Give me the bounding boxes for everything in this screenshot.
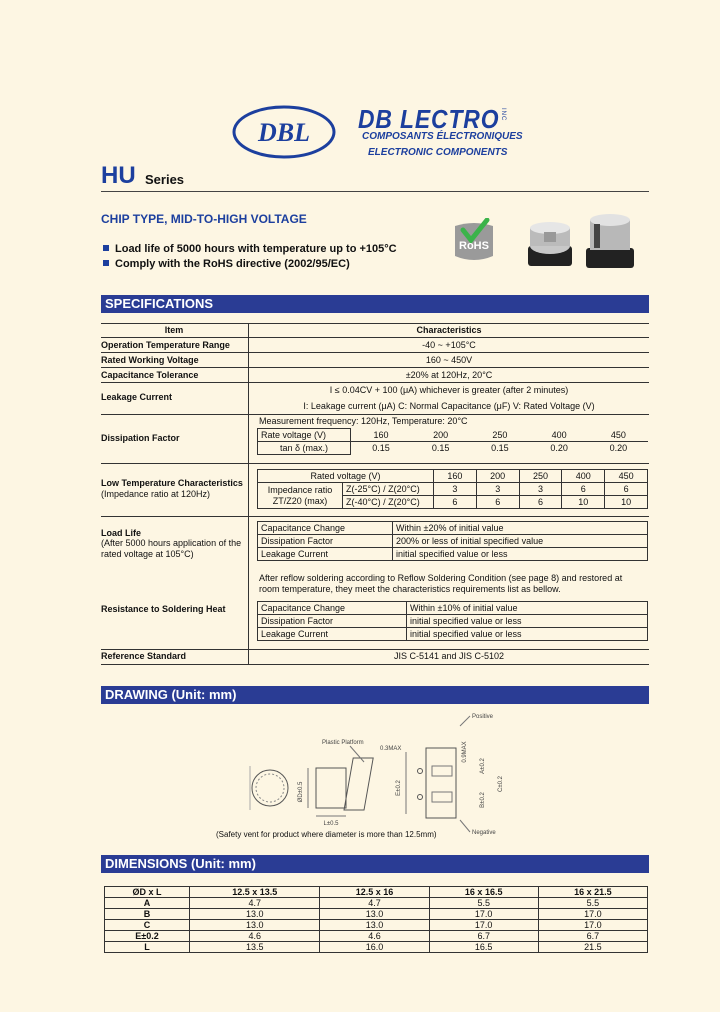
z40-cell: 6 — [434, 496, 477, 509]
drawing-caption: (Safety vent for product where diameter is more than 12.5mm) — [216, 830, 437, 839]
dissipation-note: Measurement frequency: 120Hz, Temperature: 20°C — [259, 416, 468, 426]
dim-f-label: B±0.2 — [480, 792, 486, 808]
leakage-label: Leakage Current — [101, 392, 173, 402]
rate-voltage-label: Rate voltage (V) — [258, 429, 351, 442]
low-temp-label: Low Temperature Characteristics — [101, 478, 243, 488]
specifications-heading: SPECIFICATIONS — [101, 295, 649, 313]
tan-cell: 0.15 — [411, 442, 470, 455]
soldering-label: Resistance to Soldering Heat — [101, 604, 226, 614]
row-label: C — [105, 920, 190, 931]
table-rule — [101, 463, 649, 464]
voltage-cell: 250 — [519, 470, 562, 483]
table-cell: 4.7 — [320, 898, 429, 909]
dim-a-label: 0.3MAX — [380, 746, 402, 752]
operation-temp-value: -40 ~ +105°C — [422, 340, 476, 350]
table-rule — [101, 382, 649, 383]
table-rule — [101, 337, 649, 338]
reference-label: Reference Standard — [101, 651, 187, 661]
soldering-note: After reflow soldering according to Reflow Soldering Condition (see page 8) and restored at room temperature, they meet the characteristics requirements list as bellow. — [259, 573, 623, 594]
tan-cell: 0.20 — [589, 442, 648, 455]
header-characteristics: Characteristics — [416, 325, 482, 335]
dim-g-label: C±0.2 — [498, 776, 504, 792]
load-life-label: Load Life — [101, 528, 141, 538]
tan-delta-label: tan δ (max.) — [258, 442, 351, 455]
feature-item — [103, 258, 350, 270]
table-row — [105, 931, 648, 942]
rohs-label: RoHS — [459, 240, 489, 252]
table-row — [105, 942, 648, 953]
table-rule — [101, 323, 649, 324]
load-life-value: initial specified value or less — [393, 548, 648, 561]
column-header: 12.5 x 16 — [320, 887, 429, 898]
table-cell: 16.0 — [320, 942, 429, 953]
table-cell: 4.6 — [320, 931, 429, 942]
soldering-value: Within ±10% of initial value — [407, 602, 648, 615]
header-divider — [101, 191, 649, 192]
negative-label: Negative — [472, 830, 496, 836]
soldering-value: initial specified value or less — [407, 615, 648, 628]
feature-item — [103, 243, 397, 255]
table-cell: 17.0 — [538, 909, 647, 920]
leakage-legend: I: Leakage current (μA) C: Normal Capacitance (μF) V: Rated Voltage (V) — [303, 401, 595, 411]
dim-e-label: E±0.2 — [396, 780, 402, 796]
column-header: 16 x 16.5 — [429, 887, 538, 898]
table-rule — [101, 414, 649, 415]
soldering-item: Leakage Current — [258, 628, 407, 641]
voltage-cell: 400 — [551, 429, 567, 440]
soldering-item: Dissipation Factor — [258, 615, 407, 628]
row-label: L — [105, 942, 190, 953]
table-rule — [101, 516, 649, 517]
table-cell: 6.7 — [429, 931, 538, 942]
dbl-logo — [232, 104, 336, 160]
table-cell: 13.0 — [190, 909, 320, 920]
table-cell: 4.7 — [190, 898, 320, 909]
table-cell: 16.5 — [429, 942, 538, 953]
load-life-value: Within ±20% of initial value — [393, 522, 648, 535]
table-cell: 6.7 — [538, 931, 647, 942]
load-life-item: Capacitance Change — [258, 522, 393, 535]
brand-suffix: INC — [500, 108, 506, 122]
z25-cell: 6 — [605, 483, 648, 496]
tan-cell: 0.20 — [529, 442, 588, 455]
header-item: Item — [164, 325, 184, 335]
z40-cell: 10 — [562, 496, 605, 509]
impedance-ratio-label: Impedance ratio ZT/Z20 (max) — [258, 483, 343, 509]
load-life-table — [257, 521, 648, 561]
voltage-cell: 160 — [373, 429, 389, 440]
drawing-heading: DRAWING (Unit: mm) — [101, 686, 649, 704]
z25-label: Z(-25°C) / Z(20°C) — [343, 483, 434, 496]
voltage-cell: 200 — [476, 470, 519, 483]
brand-tagline-en: ELECTRONIC COMPONENTS — [368, 147, 508, 158]
voltage-cell: 200 — [433, 429, 449, 440]
dissipation-label: Dissipation Factor — [101, 433, 180, 443]
rated-voltage-label: Rated voltage (V) — [258, 470, 434, 483]
table-rule — [101, 367, 649, 368]
table-cell: 17.0 — [538, 920, 647, 931]
page-subtitle: CHIP TYPE, MID-TO-HIGH VOLTAGE — [101, 212, 307, 226]
column-header: ØD x L — [105, 887, 190, 898]
positive-label: Positive — [472, 714, 494, 720]
table-cell: 13.0 — [320, 909, 429, 920]
operation-temp-label: Operation Temperature Range — [101, 340, 230, 350]
plastic-platform-label: Plastic Platform — [322, 740, 364, 746]
z40-label: Z(-40°C) / Z(20°C) — [343, 496, 434, 509]
dim-d-label: ØD±0.5 — [298, 781, 304, 803]
soldering-table — [257, 601, 648, 641]
z25-cell: 3 — [434, 483, 477, 496]
series-code: HU — [101, 162, 136, 189]
brand-name: DB LECTRO — [358, 104, 500, 134]
z40-cell: 6 — [476, 496, 519, 509]
row-label: B — [105, 909, 190, 920]
load-life-item: Leakage Current — [258, 548, 393, 561]
soldering-item: Capacitance Change — [258, 602, 407, 615]
brand-tagline-fr: COMPOSANTS ÉLECTRONIQUES — [362, 131, 523, 142]
voltage-cell: 450 — [610, 429, 626, 440]
column-header: 16 x 21.5 — [538, 887, 647, 898]
table-header-row — [105, 887, 648, 898]
row-label: A — [105, 898, 190, 909]
dim-c-label: A±0.2 — [480, 758, 486, 774]
z25-cell: 3 — [519, 483, 562, 496]
table-row — [105, 909, 648, 920]
voltage-cell: 450 — [605, 470, 648, 483]
dimensions-table — [104, 886, 648, 953]
load-life-sublabel: (After 5000 hours application of the rated voltage at 105°C) — [101, 538, 242, 559]
cap-tolerance-label: Capacitance Tolerance — [101, 370, 199, 380]
table-cell: 5.5 — [429, 898, 538, 909]
rohs-badge-icon — [451, 218, 497, 266]
series-word: Series — [145, 172, 185, 187]
table-cell: 17.0 — [429, 909, 538, 920]
voltage-cell: 160 — [434, 470, 477, 483]
leakage-formula: I ≤ 0.04CV + 100 (μA) whichever is greater (after 2 minutes) — [329, 385, 569, 395]
feature-text: Load life of 5000 hours with temperature up to +105°C — [115, 243, 397, 255]
table-rule — [101, 664, 649, 665]
dim-l-label: L±0.5 — [323, 821, 339, 827]
rated-voltage-value: 160 ~ 450V — [425, 355, 473, 365]
voltage-cell: 250 — [492, 429, 508, 440]
cap-tolerance-value: ±20% at 120Hz, 20°C — [405, 370, 493, 380]
z25-cell: 3 — [476, 483, 519, 496]
voltage-cell: 400 — [562, 470, 605, 483]
logo-text: DBL — [258, 118, 310, 147]
rated-voltage-label: Rated Working Voltage — [101, 355, 199, 365]
table-cell: 13.0 — [190, 920, 320, 931]
tan-cell: 0.15 — [351, 442, 412, 455]
dimensions-heading: DIMENSIONS (Unit: mm) — [101, 855, 649, 873]
table-cell: 21.5 — [538, 942, 647, 953]
table-cell: 17.0 — [429, 920, 538, 931]
reference-value: JIS C-5141 and JIS C-5102 — [393, 651, 505, 661]
table-cell: 13.5 — [190, 942, 320, 953]
row-label: E±0.2 — [105, 931, 190, 942]
dim-b-label: 0.9MAX — [462, 741, 468, 763]
feature-text: Comply with the RoHS directive (2002/95/EC) — [115, 258, 350, 270]
table-column-rule — [248, 323, 249, 664]
bullet-icon — [103, 260, 109, 266]
dimension-drawing — [240, 708, 520, 840]
z40-cell: 10 — [605, 496, 648, 509]
z40-cell: 6 — [519, 496, 562, 509]
table-row — [105, 898, 648, 909]
soldering-value: initial specified value or less — [407, 628, 648, 641]
table-rule — [101, 649, 649, 650]
capacitor-photo-icon — [584, 214, 636, 270]
table-cell: 4.6 — [190, 931, 320, 942]
low-temp-table — [257, 469, 648, 509]
low-temp-sublabel: (Impedance ratio at 120Hz) — [101, 489, 211, 499]
column-header: 12.5 x 13.5 — [190, 887, 320, 898]
table-row — [105, 920, 648, 931]
dissipation-table — [257, 428, 648, 455]
load-life-item: Dissipation Factor — [258, 535, 393, 548]
tan-cell: 0.15 — [470, 442, 529, 455]
load-life-value: 200% or less of initial specified value — [393, 535, 648, 548]
table-cell: 13.0 — [320, 920, 429, 931]
bullet-icon — [103, 245, 109, 251]
z25-cell: 6 — [562, 483, 605, 496]
table-rule — [101, 352, 649, 353]
capacitor-photo-icon — [524, 222, 576, 270]
table-cell: 5.5 — [538, 898, 647, 909]
